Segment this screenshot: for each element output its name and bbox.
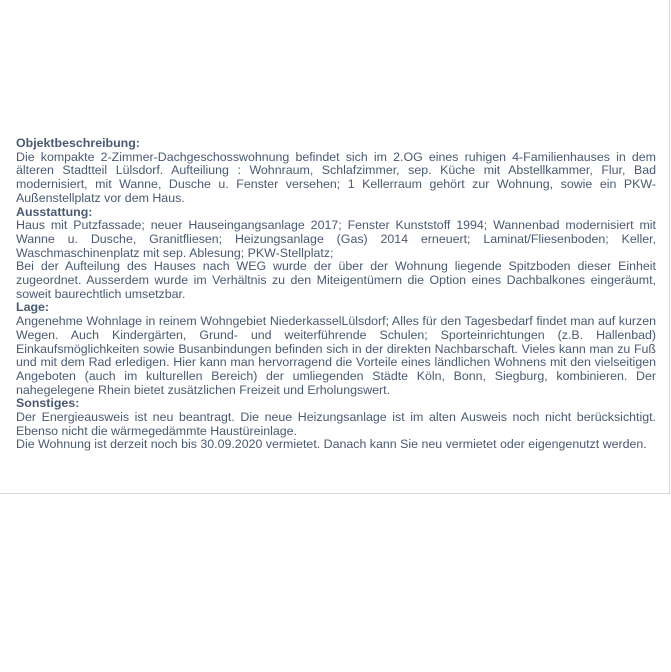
section-text-ausstattung-1: Haus mit Putzfassade; neuer Hauseingangsanlage 2017; Fenster Kunststoff 1994; Wannenbad modernisiert mit Wanne u. Dusche, Granitfliesen; Heizungsanlage (Gas) 2014 erneuert; Laminat/Fliesenboden; Keller, Waschmaschinenplatz mit sep. Ablesung; PKW-Stellplatz; bbox=[16, 218, 656, 260]
property-description bbox=[16, 137, 656, 452]
section-heading-lage: Lage: bbox=[16, 300, 50, 315]
section-heading-ausstattung: Ausstattung: bbox=[16, 204, 93, 219]
section-text-lage: Angenehme Wohnlage in reinem Wohngebiet NiederkasselLülsdorf; Alles für den Tagesbedarf findet man auf kurzen Wegen. Auch Kindergärten, Grund- und weiterführende Schulen; Sporteinrichtungen (z.B. Hallenbad) Einkaufsmöglichkeiten sowie Busanbindungen befinden sich in der direkten Nachbarschaft. Vieles kann man zu Fuß und mit dem Rad erledigen. Hier kann man hervorragend die Vorteile eines ländlichen Wohnens mit den vielseitigen Angeboten (auch im kulturellen Bereich) der umliegenden Städte Köln, Bonn, Siegburg, kombinieren. Der nahegelegene Rhein bietet zusätzlichen Freizeit und Erholungswert. bbox=[16, 314, 656, 397]
section-heading-sonstiges: Sonstiges: bbox=[16, 396, 80, 411]
section-heading-objektbeschreibung: Objektbeschreibung: bbox=[16, 136, 140, 150]
section-text-objektbeschreibung: Die kompakte 2-Zimmer-Dachgeschosswohnung befindet sich im 2.OG eines ruhigen 4-Familienhauses in dem älteren Stadtteil Lülsdorf. Aufteiliung : Wohnraum, Schlafzimmer, sep. Küche mit Abstellkammer, Flur, Bad modernisiert, mit Wanne, Dusche u. Fenster versehen; 1 Kellerraum gehört zur Wohnung, sowie ein PKW-Außenstellplatz vor dem Haus. bbox=[16, 149, 656, 205]
section-text-sonstiges-1: Der Energieausweis ist neu beantragt. Die neue Heizungsanlage ist im alten Ausweis noch nicht berücksichtigt. Ebenso nicht die wärmegedämmte Haustüreinlage. bbox=[16, 410, 656, 438]
section-text-sonstiges-2: Die Wohnung ist derzeit noch bis 30.09.2020 vermietet. Danach kann Sie neu vermietet oder eigengenutzt werden. bbox=[16, 437, 647, 452]
section-text-ausstattung-2: Bei der Aufteilung des Hauses nach WEG wurde der über der Wohnung liegende Spitzboden dieser Einheit zugeordnet. Ausserdem wurde im Verhältnis zu den Miteigentümern die Option eines Dachbalkones eingeräumt, soweit baurechtlich umsetzbar. bbox=[16, 259, 656, 301]
